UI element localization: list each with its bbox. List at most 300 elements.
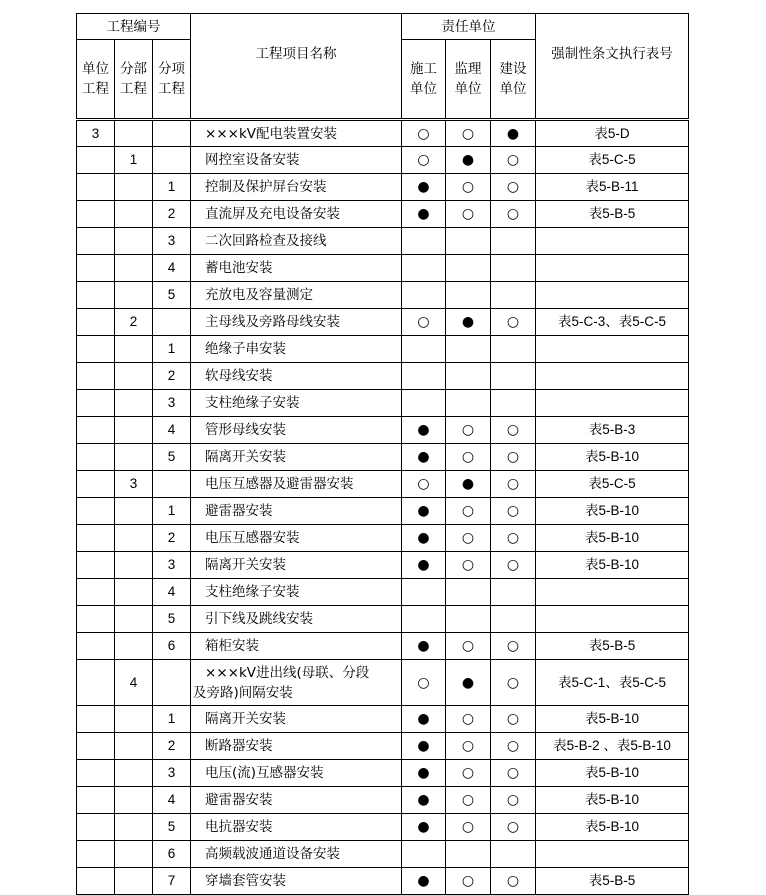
table-row [77, 417, 689, 444]
construction-mark-text: ○ [417, 314, 430, 330]
division-cell [115, 174, 153, 201]
supervision-mark [446, 336, 491, 363]
construction-mark-text: ● [417, 873, 430, 889]
supervision-mark [446, 201, 491, 228]
supervision-mark [446, 282, 491, 309]
standard-no-header: 强制性条文执行表号 [536, 14, 689, 120]
project-name-cell: 充放电及容量测定 [191, 282, 402, 309]
item-cell-text: 1 [167, 503, 176, 518]
owner-mark-text: ○ [506, 503, 520, 519]
project-name-cell: 二次回路检查及接线 [191, 228, 402, 255]
standard-no-cell-text: 表5-B-10 [585, 711, 640, 726]
item-cell [153, 147, 191, 174]
construction-mark [402, 417, 446, 444]
owner-mark-text: ○ [506, 449, 520, 465]
table-row [77, 633, 689, 660]
division-cell [115, 471, 153, 498]
construction-mark-text: ● [417, 711, 430, 727]
item-cell-text: 5 [167, 819, 176, 834]
owner-mark [491, 733, 536, 760]
construction-mark-text: ● [417, 638, 430, 654]
owner-mark [491, 760, 536, 787]
item-cell-text: 5 [167, 449, 176, 464]
item-cell-text: 3 [167, 233, 176, 248]
standard-no-cell [536, 363, 689, 390]
standard-no-cell [536, 309, 689, 336]
standard-no-cell [536, 525, 689, 552]
supervision-mark [446, 444, 491, 471]
supervision-mark [446, 498, 491, 525]
item-cell [153, 606, 191, 633]
item-cell-text: 4 [167, 584, 176, 599]
item-cell-text: 4 [167, 792, 176, 807]
table-row [77, 201, 689, 228]
project-name-cell: 电压互感器安装 [191, 525, 402, 552]
unit-cell [77, 390, 115, 417]
supervision-mark [446, 660, 491, 706]
unit-cell [77, 633, 115, 660]
owner-mark [491, 417, 536, 444]
supervision-mark-text: ● [461, 476, 475, 492]
construction-mark [402, 255, 446, 282]
item-cell [153, 760, 191, 787]
table-row [77, 363, 689, 390]
standard-no-cell [536, 228, 689, 255]
construction-mark-text: ● [417, 819, 430, 835]
division-cell [115, 309, 153, 336]
standard-no-cell-text: 表5-B-11 [585, 179, 639, 194]
standard-no-cell-text: 表5-B-5 [588, 206, 636, 221]
responsibility-table [76, 13, 689, 895]
standard-no-cell [536, 147, 689, 174]
owner-mark [491, 336, 536, 363]
standard-no-cell [536, 733, 689, 760]
table-row [77, 390, 689, 417]
project-name-cell: 箱柜安装 [191, 633, 402, 660]
supervision-mark [446, 147, 491, 174]
division-cell [115, 282, 153, 309]
construction-mark [402, 363, 446, 390]
owner-mark [491, 552, 536, 579]
division-cell [115, 733, 153, 760]
standard-no-cell [536, 606, 689, 633]
item-cell-text: 2 [167, 530, 176, 545]
supervision-mark [446, 120, 491, 147]
item-cell [153, 201, 191, 228]
item-cell [153, 498, 191, 525]
owner-mark [491, 444, 536, 471]
standard-no-cell [536, 444, 689, 471]
table-row [77, 255, 689, 282]
construction-mark [402, 814, 446, 841]
table-row [77, 336, 689, 363]
owner-mark [491, 120, 536, 147]
table-row [77, 552, 689, 579]
table-row [77, 498, 689, 525]
standard-no-cell [536, 255, 689, 282]
supervision-mark [446, 471, 491, 498]
construction-mark [402, 868, 446, 895]
construction-mark [402, 228, 446, 255]
construction-mark [402, 147, 446, 174]
construction-mark [402, 706, 446, 733]
unit-cell [77, 760, 115, 787]
construction-mark [402, 309, 446, 336]
construction-mark-text: ● [417, 503, 430, 519]
standard-no-cell [536, 814, 689, 841]
standard-no-cell [536, 282, 689, 309]
item-cell-text: 1 [167, 711, 176, 726]
table-row [77, 147, 689, 174]
supervision-mark-text: ○ [461, 819, 475, 835]
owner-mark [491, 201, 536, 228]
supervision-mark-text: ● [461, 152, 475, 168]
supervision-mark [446, 417, 491, 444]
item-project-header: 分项 工程 [153, 40, 191, 120]
item-cell-text: 7 [167, 873, 176, 888]
project-name-cell: 电压(流)互感器安装 [191, 760, 402, 787]
supervision-mark-text: ○ [461, 530, 475, 546]
project-name-cell: 直流屏及充电设备安装 [191, 201, 402, 228]
owner-mark [491, 525, 536, 552]
construction-mark [402, 201, 446, 228]
standard-no-cell [536, 552, 689, 579]
item-cell-text: 4 [167, 260, 176, 275]
owner-mark [491, 706, 536, 733]
construction-mark-text: ● [417, 792, 430, 808]
construction-mark [402, 787, 446, 814]
unit-cell [77, 147, 115, 174]
standard-no-cell [536, 706, 689, 733]
division-cell [115, 390, 153, 417]
item-cell-text: 4 [167, 422, 176, 437]
construction-mark [402, 841, 446, 868]
project-name-cell: 控制及保护屏台安装 [191, 174, 402, 201]
division-project-header: 分部 工程 [115, 40, 153, 120]
standard-no-cell-text: 表5-B-10 [585, 765, 640, 780]
owner-mark [491, 660, 536, 706]
construction-mark [402, 660, 446, 706]
division-cell [115, 579, 153, 606]
item-cell [153, 733, 191, 760]
owner-mark-text: ○ [506, 152, 520, 168]
item-cell [153, 174, 191, 201]
item-cell [153, 471, 191, 498]
owner-mark-text: ○ [506, 873, 520, 889]
table-row [77, 579, 689, 606]
item-cell-text: 1 [167, 179, 176, 194]
item-cell-text: 2 [167, 206, 176, 221]
standard-no-cell-text: 表5-C-3、表5-C-5 [558, 314, 667, 329]
division-cell [115, 787, 153, 814]
unit-cell [77, 552, 115, 579]
table-body [77, 120, 689, 895]
owner-mark-text: ○ [506, 530, 520, 546]
supervision-mark-text: ○ [461, 557, 475, 573]
owner-mark-text: ○ [506, 422, 520, 438]
standard-no-cell [536, 787, 689, 814]
division-cell-text: 3 [129, 476, 138, 491]
owner-mark [491, 471, 536, 498]
division-cell [115, 498, 153, 525]
division-cell [115, 552, 153, 579]
item-cell [153, 309, 191, 336]
project-name-cell: 高频载波通道设备安装 [191, 841, 402, 868]
item-cell [153, 579, 191, 606]
project-name-cell: 避雷器安装 [191, 787, 402, 814]
item-cell [153, 787, 191, 814]
owner-mark-text: ○ [506, 206, 520, 222]
supervision-mark [446, 552, 491, 579]
supervision-mark-text: ○ [461, 125, 475, 142]
supervision-mark-text: ● [461, 674, 475, 691]
project-name-cell: 支柱绝缘子安装 [191, 579, 402, 606]
division-cell [115, 606, 153, 633]
supervision-mark-text: ○ [461, 792, 475, 808]
standard-no-cell-text: 表5-C-5 [588, 476, 636, 491]
item-cell-text: 3 [167, 557, 176, 572]
construction-mark-text: ○ [417, 476, 430, 492]
table-row [77, 787, 689, 814]
construction-mark [402, 471, 446, 498]
owner-mark-text: ○ [506, 711, 520, 727]
owner-mark-text: ○ [506, 819, 520, 835]
supervision-mark-text: ○ [461, 638, 475, 654]
owner-mark-text: ○ [506, 314, 520, 330]
table-row [77, 814, 689, 841]
construction-mark-text: ● [417, 738, 430, 754]
standard-no-cell-text: 表5-B-10 [585, 530, 640, 545]
owner-mark [491, 579, 536, 606]
project-name-cell: 断路器安装 [191, 733, 402, 760]
unit-cell [77, 814, 115, 841]
owner-mark-text: ○ [506, 638, 520, 654]
division-cell [115, 814, 153, 841]
project-name-line: 及旁路)间隔安装 [193, 684, 293, 701]
supervision-mark [446, 841, 491, 868]
division-cell [115, 525, 153, 552]
standard-no-cell-text: 表5-C-1、表5-C-5 [558, 674, 667, 690]
item-cell [153, 633, 191, 660]
table-row [77, 733, 689, 760]
owner-mark [491, 390, 536, 417]
project-name-cell: 主母线及旁路母线安装 [191, 309, 402, 336]
table-row [77, 309, 689, 336]
unit-cell [77, 363, 115, 390]
project-name-cell: 支柱绝缘子安装 [191, 390, 402, 417]
division-cell [115, 201, 153, 228]
standard-no-cell-text: 表5-B-10 [585, 819, 640, 834]
owner-mark [491, 498, 536, 525]
owner-mark [491, 868, 536, 895]
supervision-mark-text: ○ [461, 206, 475, 222]
item-cell-text: 3 [167, 395, 176, 410]
supervision-mark [446, 255, 491, 282]
supervision-mark [446, 706, 491, 733]
project-name-cell [191, 660, 402, 706]
owner-mark [491, 363, 536, 390]
division-cell [115, 363, 153, 390]
item-cell-text: 3 [167, 765, 176, 780]
supervision-mark [446, 228, 491, 255]
unit-cell [77, 498, 115, 525]
item-cell-text: 5 [167, 611, 176, 626]
project-no-header: 工程编号 [77, 14, 191, 40]
supervision-mark [446, 363, 491, 390]
standard-no-cell-text: 表5-B-10 [585, 792, 640, 807]
owner-mark [491, 174, 536, 201]
standard-no-cell [536, 660, 689, 706]
supervision-mark [446, 390, 491, 417]
supervision-mark [446, 814, 491, 841]
item-cell [153, 390, 191, 417]
project-name-cell: 管形母线安装 [191, 417, 402, 444]
table-header [77, 14, 689, 120]
item-cell [153, 363, 191, 390]
owner-mark-text: ○ [506, 476, 520, 492]
division-cell [115, 255, 153, 282]
standard-no-cell [536, 841, 689, 868]
owner-mark-text: ○ [506, 765, 520, 781]
construction-mark-text: ● [417, 530, 430, 546]
owner-mark [491, 228, 536, 255]
owner-mark [491, 309, 536, 336]
construction-mark [402, 552, 446, 579]
owner-mark-text: ○ [506, 792, 520, 808]
project-name-cell: ×××kV配电装置安装 [191, 120, 402, 147]
item-cell-text: 5 [167, 287, 176, 302]
project-name-cell: 穿墙套管安装 [191, 868, 402, 895]
project-name-cell: 引下线及跳线安装 [191, 606, 402, 633]
owner-mark-text: ○ [506, 738, 520, 754]
unit-cell [77, 444, 115, 471]
table-row [77, 606, 689, 633]
division-cell-text: 1 [129, 152, 138, 167]
construction-mark [402, 444, 446, 471]
supervision-mark-text: ○ [461, 711, 475, 727]
unit-cell [77, 255, 115, 282]
table-row [77, 660, 689, 706]
project-name-cell: 隔离开关安装 [191, 444, 402, 471]
item-cell [153, 868, 191, 895]
owner-mark [491, 841, 536, 868]
standard-no-cell [536, 633, 689, 660]
item-cell [153, 120, 191, 147]
supervision-mark [446, 787, 491, 814]
unit-cell [77, 733, 115, 760]
construction-mark [402, 525, 446, 552]
project-name-cell: 电压互感器及避雷器安装 [191, 471, 402, 498]
supervision-mark-text: ○ [461, 873, 475, 889]
owner-mark-text: ○ [506, 557, 520, 573]
construction-mark-text: ● [417, 179, 430, 195]
owner-header: 建设 单位 [491, 40, 536, 120]
division-cell [115, 841, 153, 868]
item-cell-text: 1 [167, 341, 176, 356]
construction-mark-text: ○ [417, 125, 430, 142]
item-cell [153, 282, 191, 309]
unit-cell [77, 841, 115, 868]
table-row [77, 525, 689, 552]
division-cell [115, 706, 153, 733]
owner-mark [491, 147, 536, 174]
item-cell [153, 660, 191, 706]
project-name-cell: 电抗器安装 [191, 814, 402, 841]
supervision-mark [446, 868, 491, 895]
standard-no-cell [536, 760, 689, 787]
unit-cell [77, 309, 115, 336]
item-cell-text: 6 [167, 846, 176, 861]
construction-mark-text: ● [417, 206, 430, 222]
unit-project-header: 单位 工程 [77, 40, 115, 120]
standard-no-cell [536, 498, 689, 525]
supervision-mark [446, 525, 491, 552]
standard-no-cell [536, 868, 689, 895]
project-name-cell: 避雷器安装 [191, 498, 402, 525]
supervision-mark [446, 633, 491, 660]
project-name-line: ×××kV进出线(母联、分段 [205, 664, 370, 681]
owner-mark [491, 787, 536, 814]
standard-no-cell-text: 表5-D [594, 125, 630, 141]
item-cell [153, 525, 191, 552]
unit-cell [77, 120, 115, 147]
item-cell [153, 814, 191, 841]
item-cell-text: 6 [167, 638, 176, 653]
supervision-mark-text: ○ [461, 765, 475, 781]
division-cell [115, 336, 153, 363]
supervision-mark [446, 606, 491, 633]
construction-mark-text: ○ [417, 674, 430, 691]
construction-mark [402, 606, 446, 633]
owner-mark-text: ○ [506, 179, 520, 195]
table-row [77, 471, 689, 498]
supervision-mark-text: ○ [461, 179, 475, 195]
unit-cell [77, 282, 115, 309]
construction-mark [402, 633, 446, 660]
construction-mark [402, 120, 446, 147]
standard-no-cell [536, 417, 689, 444]
project-name-header: 工程项目名称 [191, 14, 402, 120]
table-row [77, 282, 689, 309]
construction-mark [402, 390, 446, 417]
construction-mark [402, 498, 446, 525]
standard-no-cell-text: 表5-B-3 [588, 422, 636, 437]
division-cell [115, 120, 153, 147]
supervision-mark-text: ○ [461, 449, 475, 465]
standard-no-cell [536, 336, 689, 363]
construction-mark [402, 579, 446, 606]
supervision-mark [446, 579, 491, 606]
table-row [77, 841, 689, 868]
supervision-mark [446, 174, 491, 201]
standard-no-cell [536, 174, 689, 201]
standard-no-cell-text: 表5-B-10 [585, 503, 640, 518]
item-cell [153, 255, 191, 282]
unit-cell [77, 417, 115, 444]
unit-cell [77, 525, 115, 552]
unit-cell-text: 3 [91, 125, 100, 141]
construction-mark-text: ● [417, 557, 430, 573]
unit-cell [77, 868, 115, 895]
project-name-cell: 网控室设备安装 [191, 147, 402, 174]
construction-mark-text: ● [417, 449, 430, 465]
table-row [77, 228, 689, 255]
owner-mark-text: ● [506, 125, 520, 142]
item-cell [153, 552, 191, 579]
construction-mark-text: ● [417, 765, 430, 781]
supervision-header: 监理 单位 [446, 40, 491, 120]
owner-mark-text: ○ [506, 674, 520, 691]
